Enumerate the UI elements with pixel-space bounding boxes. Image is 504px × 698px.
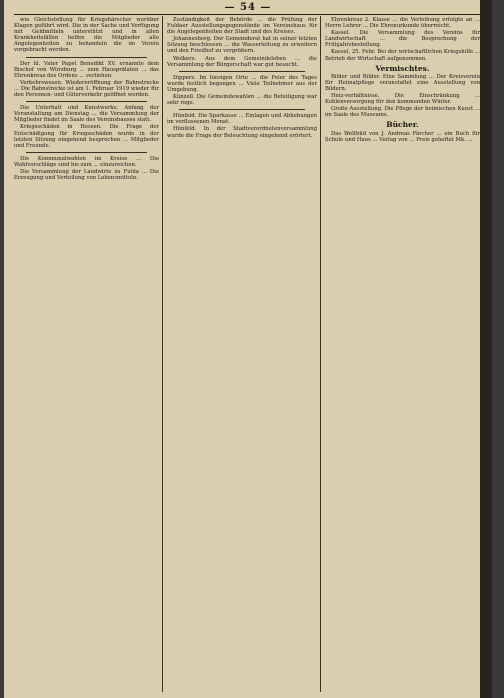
article-paragraph: Kriegsschäden in Hessen. Die Frage der Entschädigung für Kriegsschäden wurde in der letzten Sitzung eingehend besprochen ... Mitglieder und Freunde.	[14, 124, 159, 149]
column-left	[14, 17, 159, 692]
divider	[26, 101, 147, 102]
article-paragraph: Zuständigkeit der Behörde ... die Prüfung der Fuldaer Ausstellungsgegenstände im Vereinshaus für die Angelegenheiten der Stadt und des Kreises.	[167, 17, 317, 36]
divider	[179, 71, 305, 72]
article-paragraph: Künzell. Die Gemeindewahlen ... die Beteiligung war sehr rege.	[167, 94, 317, 107]
article-paragraph: Kassel, 25. Febr. Bei der wirtschaftlichen Kriegshilfe ... Betrieb der Wirtschaft aufgenommen.	[325, 49, 480, 62]
article-paragraph: Kassel. Die Versammlung des Vereins für Landwirtschaft ... die Besprechung der Frühjahrsbestellung.	[325, 30, 480, 49]
article-paragraph: Heiz-verhältnisse. Die Einschränkung ... Kohlenversorgung für den kommenden Winter.	[325, 93, 480, 106]
divider	[179, 109, 305, 110]
section-heading: Bücher.	[386, 120, 419, 130]
article-paragraph: Ehrenkreuz 2. Klasse ... die Verleihung erfolgte an ... Herrn Lehrer ... Die Ehrenurkunde überreicht.	[325, 17, 480, 30]
column-rule	[162, 16, 163, 692]
column-middle	[167, 17, 317, 692]
column-right	[325, 17, 480, 692]
article-paragraph: Der hl. Vater Papst Benedikt XV. ernannte dem Bischof von Würzburg ... zum Hausprälaten ... das Ehrenkreuz des Ordens ... verliehen.	[14, 60, 159, 79]
page-edge-shadow	[480, 0, 492, 698]
column-rule	[320, 16, 321, 692]
page-number: — 54 —	[224, 2, 272, 13]
page-header	[4, 0, 492, 14]
header-rule	[14, 14, 482, 15]
article-paragraph: Das Weltbild von J. Andreas Färcher ... ein Buch für Schule und Haus ... Verlag von ... Preis geheftet Mk. ...	[325, 130, 480, 143]
article-paragraph: Welkers. Aus dem Gemeindeleben ... die Versammlung der Bürgerschaft war gut besucht.	[167, 55, 317, 68]
article-paragraph: Bilder und Bilder. Eine Sammlung ... Der Kreisverein für Heimatpflege veranstaltet eine Ausstellung von Bildern.	[325, 73, 480, 92]
divider	[26, 57, 147, 58]
article-paragraph: Die Versammlung der Landwirte zu Fulda ... Die Erzeugung und Verteilung von Lebensmitteln.	[14, 168, 159, 182]
article-paragraph: Hünfeld. Die Sparkasse ... Einlagen und Abhebungen im verflossenen Monat.	[167, 113, 317, 126]
article-paragraph: Verkehrswesen. Wiedereröffnung der Bahnstrecke ... Die Bahnstrecke ist am 1. Februar 1919 wieder für den Personen- und Güterverkehr geöffnet worden.	[14, 79, 159, 99]
article-paragraph: Die Unterhalt und Kunstwerks; Anfang der Veranstaltung am Dienstag ... die Versammlung der Mitglieder findet im Saale des Vereinshauses statt.	[14, 105, 159, 124]
section-heading: Vermischtes.	[375, 63, 430, 73]
article-paragraph: Die Kommunalwahlen im Kreise ... Die Wahlvorschläge sind bis zum ... einzureichen.	[14, 155, 159, 168]
article-paragraph: Dipperz. Im hiesigen Orte ... die Feier des Tages wurde festlich begangen ... Viele Teilnehmer aus der Umgebung.	[167, 74, 317, 93]
article-paragraph: wie Gleichstellung für Kriegshärscher worüber Klagen geführt wird. Die in der Sache und Verfügung mit Geldmitteln unterstützt und in allen Krankheitsfällen helfen die Mitglieder alle Angelegenheiten zu behandeln die im Verein vorgebracht werden.	[14, 17, 159, 54]
article-paragraph: Große Ausstellung. Die Pflege der heimischen Kunst ... im Saale des Museums.	[325, 106, 480, 119]
divider	[26, 152, 147, 153]
newspaper-page	[4, 0, 492, 698]
article-paragraph: Hünfeld. In der Stadtverordnetenversammlung wurde die Frage der Beleuchtung eingehend erörtert.	[167, 126, 317, 139]
article-paragraph: Johannesberg. Der Gemeinderat hat in seiner letzten Sitzung beschlossen ... die Wasserleitung zu erweitern und den Friedhof zu vergrößern.	[167, 36, 317, 55]
